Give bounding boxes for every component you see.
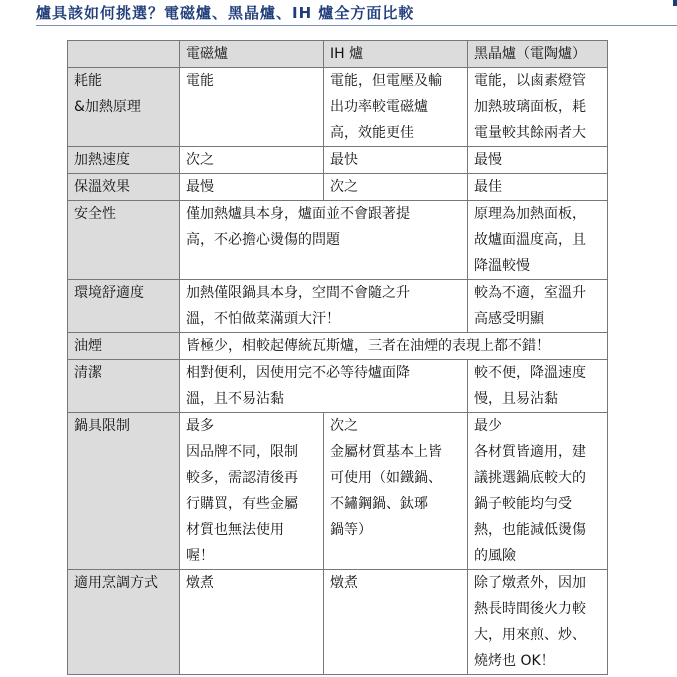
cell-principle-ih: 電能，但電壓及輸 出功率較電磁爐 高，效能更佳	[324, 68, 468, 147]
table-row	[68, 147, 608, 174]
cell-smoke-all: 皆極少，相較起傳統瓦斯爐，三者在油煙的表現上都不錯！	[180, 333, 608, 360]
row-label-smoke: 油煙	[68, 333, 180, 360]
table-row	[68, 413, 608, 570]
cell-methods-ih: 燉煮	[324, 570, 468, 675]
header-induction: 電磁爐	[180, 41, 324, 68]
cell-cleaning-ceramic: 較不便，降溫速度 慢，且易沾黏	[468, 360, 608, 413]
cell-keepwarm-induction: 最慢	[180, 174, 324, 201]
row-label-safety: 安全性	[68, 201, 180, 280]
cell-cookware-ih: 次之 金屬材質基本上皆 可使用（如鐵鍋、 不鏽鋼鍋、鈦琊 鍋等）	[324, 413, 468, 570]
cell-cleaning-induction-ih: 相對便利，因使用完不必等待爐面降 溫，且不易沾黏	[180, 360, 468, 413]
cell-principle-ceramic: 電能，以鹵素燈管 加熱玻璃面板，耗 電量較其餘兩者大	[468, 68, 608, 147]
table-row	[68, 201, 608, 280]
cell-comfort-induction-ih: 加熱僅限鍋具本身，空間不會隨之升 溫，不怕做菜滿頭大汗！	[180, 280, 468, 333]
title-divider	[36, 25, 677, 26]
row-label-comfort: 環境舒適度	[68, 280, 180, 333]
row-label-principle: 耗能 &加熱原理	[68, 68, 180, 147]
row-label-keepwarm: 保溫效果	[68, 174, 180, 201]
row-label-cookware: 鍋具限制	[68, 413, 180, 570]
cell-methods-ceramic: 除了燉煮外，因加 熱長時間後火力較 大，用來煎、炒、 燒烤也 OK！	[468, 570, 608, 675]
cell-cookware-induction: 最多 因品牌不同，限制 較多，需認清後再 行購買，有些金屬 材質也無法使用 喔！	[180, 413, 324, 570]
row-label-methods: 適用烹調方式	[68, 570, 180, 675]
table-row	[68, 68, 608, 147]
cell-comfort-ceramic: 較為不適，室溫升 高感受明顯	[468, 280, 608, 333]
header-ceramic: 黑晶爐（電陶爐）	[468, 41, 608, 68]
row-label-cleaning: 清潔	[68, 360, 180, 413]
table-row	[68, 280, 608, 333]
table-row	[68, 570, 608, 675]
corner-mark	[673, 0, 677, 6]
page-title: 爐具該如何挑選？電磁爐、黑晶爐、IH 爐全方面比較	[36, 4, 415, 22]
cell-methods-induction: 燉煮	[180, 570, 324, 675]
row-label-speed: 加熱速度	[68, 147, 180, 174]
cell-speed-ih: 最快	[324, 147, 468, 174]
cell-safety-ceramic: 原理為加熱面板， 故爐面溫度高，且 降溫較慢	[468, 201, 608, 280]
cell-keepwarm-ih: 次之	[324, 174, 468, 201]
table-row	[68, 174, 608, 201]
table-row	[68, 360, 608, 413]
table-header-row	[68, 41, 608, 68]
cell-speed-ceramic: 最慢	[468, 147, 608, 174]
comparison-table	[67, 40, 608, 675]
table-row	[68, 333, 608, 360]
cell-speed-induction: 次之	[180, 147, 324, 174]
cell-cookware-ceramic: 最少 各材質皆適用，建 議挑選鍋底較大的 鍋子較能均勻受 熱，也能減低燙傷 的風險	[468, 413, 608, 570]
cell-principle-induction: 電能	[180, 68, 324, 147]
cell-safety-induction-ih: 僅加熱爐具本身，爐面並不會跟著提 高，不必擔心燙傷的問題	[180, 201, 468, 280]
cell-keepwarm-ceramic: 最佳	[468, 174, 608, 201]
header-ih: IH 爐	[324, 41, 468, 68]
header-corner-cell	[68, 41, 180, 68]
